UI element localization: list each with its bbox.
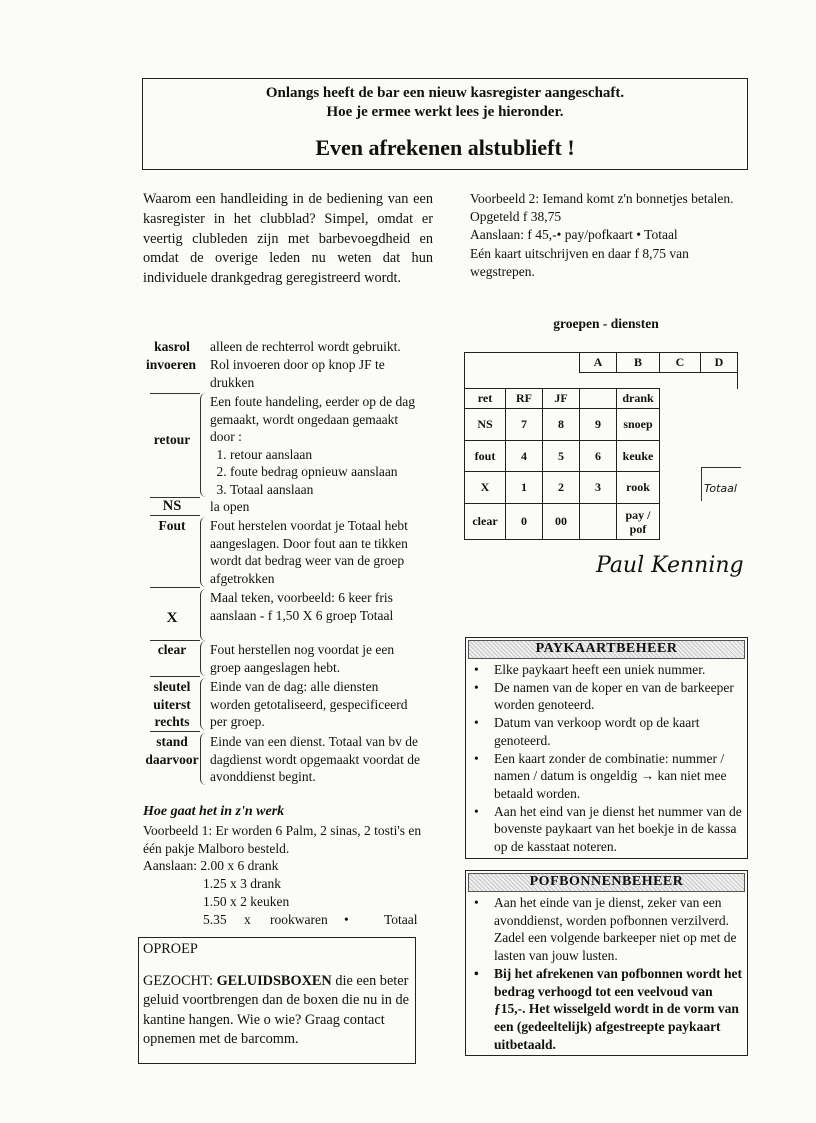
calc-line: 5.35 bbox=[203, 912, 227, 927]
header-line-2: Hoe je ermee werkt lees je hieronder. bbox=[326, 104, 564, 120]
list-item: • Aan het einde van je dienst, zeker van een avonddienst, worden pofbonnen verzilverd. Zadel een volgende barkeeper niet op met de lasten van jouw lusten. bbox=[494, 894, 743, 965]
retour-text: Een foute handeling, eerder op de dag gemaakt, wordt ongedaan gemaakt door : bbox=[210, 394, 416, 444]
signature: Paul Kenning bbox=[596, 553, 744, 578]
term-invoeren: invoeren bbox=[146, 357, 196, 372]
key: clear bbox=[465, 504, 506, 540]
divider bbox=[150, 676, 200, 677]
oproep-title: OPROEP bbox=[143, 941, 198, 957]
groepen-title: groepen - diensten bbox=[553, 316, 659, 331]
header-box bbox=[142, 78, 748, 170]
key-b: B bbox=[617, 353, 660, 373]
term-x: X bbox=[166, 610, 178, 626]
key: 9 bbox=[580, 409, 617, 441]
key: 4 bbox=[506, 441, 543, 472]
oproep-gezocht: GEZOCHT: bbox=[143, 972, 213, 989]
list-item: • Datum van verkoop wordt op de kaart genoteerd. bbox=[494, 714, 743, 749]
header-line-1: Onlangs heeft de bar een nieuw kasregister aangeschaft. bbox=[265, 85, 625, 101]
voorbeeld-2-line-2: Aanslaan: f 45,-• pay/pofkaart • Totaal bbox=[470, 227, 678, 243]
list-item: • Bij het afrekenen van pofbonnen wordt het bedrag verhoogd tot een veelvoud van ƒ15,-. Het wisselgeld wordt in de vorm van een (gedeeltelijk) afgestreepte paykaart uitbetaald. bbox=[494, 965, 743, 1054]
list-item: • Een kaart zonder de combinatie: nummer / namen / datum is ongeldig → kan niet mee betaald worden. bbox=[494, 750, 743, 803]
key: JF bbox=[543, 389, 580, 409]
key: ret bbox=[465, 389, 506, 409]
retour-step: 3. Totaal aanslaan bbox=[230, 481, 420, 499]
register-keyboard bbox=[464, 352, 738, 540]
key: 7 bbox=[506, 409, 543, 441]
key: fout bbox=[465, 441, 506, 472]
oproep-rest: die een beter geluid voortbrengen dan de boxen die nu in de kantine hangen. Wie o wie? Graag contact opnemen met de barcomm. bbox=[143, 972, 410, 1047]
term-kasrol: kasrol bbox=[154, 339, 190, 354]
term-retour: retour bbox=[153, 432, 191, 447]
key-c: C bbox=[660, 353, 701, 373]
key-d: D bbox=[701, 353, 738, 373]
voorbeeld-2 bbox=[470, 190, 742, 281]
paykaart-title: PAYKAARTBEHEER bbox=[468, 640, 745, 659]
oproep-bold: GELUIDSBOXEN bbox=[216, 972, 332, 989]
divider bbox=[150, 515, 200, 516]
divider bbox=[150, 587, 200, 588]
desc-clear: Fout herstellen nog voordat je een groep aangeslagen hebt. bbox=[210, 642, 395, 675]
oproep-box bbox=[138, 937, 416, 1064]
calc-line: Totaal bbox=[384, 912, 418, 927]
desc-stand: Einde van een dienst. Totaal van bv de dagdienst wordt opgemaakt voordat de avonddienst begint. bbox=[210, 734, 420, 784]
key: drank bbox=[617, 389, 660, 409]
calc-line: rookwaren bbox=[270, 912, 328, 927]
voorbeeld-2-line-1: Voorbeeld 2: Iemand komt z'n bonnetjes betalen. Opgeteld f 38,75 bbox=[470, 191, 734, 225]
key: 1 bbox=[506, 472, 543, 504]
key: 8 bbox=[543, 409, 580, 441]
list-item: • De namen van de koper en van de barkeeper worden genoteerd. bbox=[494, 679, 743, 714]
voorbeeld-2-line-3: Eén kaart uitschrijven en daar f 8,75 van wegstrepen. bbox=[470, 245, 689, 279]
desc-kasrol: alleen de rechterrol wordt gebruikt. bbox=[210, 339, 401, 354]
key: 3 bbox=[580, 472, 617, 504]
term-fout: Fout bbox=[158, 518, 186, 533]
key: pay / pof bbox=[617, 504, 660, 540]
calc-line: 1.25 x 3 drank bbox=[203, 876, 281, 891]
key: rook bbox=[617, 472, 660, 504]
desc-invoeren: Rol invoeren door op knop JF te drukken bbox=[210, 357, 385, 390]
key: snoep bbox=[617, 409, 660, 441]
desc-fout: Fout herstelen voordat je Totaal hebt aangeslagen. Door fout aan te tikken wordt dat bedrag weer van de groep afgetrokken bbox=[210, 518, 408, 586]
term-clear: clear bbox=[157, 642, 187, 657]
pofbon-title: POFBONNENBEHEER bbox=[468, 873, 745, 892]
calc-line: 1.50 x 2 keuken bbox=[203, 894, 290, 909]
desc-ns: la open bbox=[210, 499, 250, 514]
key: 00 bbox=[543, 504, 580, 540]
hoe-title: Hoe gaat het in z'n werk bbox=[143, 804, 285, 819]
totaal-note: Totaal bbox=[701, 467, 741, 501]
retour-steps bbox=[210, 446, 420, 499]
term-stand: stand daarvoor bbox=[145, 734, 199, 767]
pofbon-panel bbox=[465, 870, 748, 1056]
brace bbox=[200, 678, 209, 730]
paykaart-panel bbox=[465, 637, 748, 859]
key: RF bbox=[506, 389, 543, 409]
retour-step: 1. retour aanslaan bbox=[230, 446, 420, 464]
key: 0 bbox=[506, 504, 543, 540]
key: 6 bbox=[580, 441, 617, 472]
key: 2 bbox=[543, 472, 580, 504]
calc-line: • bbox=[344, 912, 349, 927]
key: keuke bbox=[617, 441, 660, 472]
intro-paragraph: Waarom een handleiding in de bediening van een kasregister in het clubblad? Simpel, omdat er veertig clubleden zijn met barbevoegdheid en omdat de overige leden nu weten dat hun individuele drankgedrag geregistreerd wordt. bbox=[143, 191, 433, 287]
voorbeeld-1: Voorbeeld 1: Er worden 6 Palm, 2 sinas, 2 tosti's en één pakje Malboro besteld. bbox=[143, 823, 422, 856]
term-ns: NS bbox=[162, 498, 182, 514]
list-item: • Elke paykaart heeft een uniek nummer. bbox=[494, 661, 743, 679]
key: NS bbox=[465, 409, 506, 441]
desc-x: Maal teken, voorbeeld: 6 keer fris aanslaan - f 1,50 X 6 groep Totaal bbox=[210, 590, 394, 623]
key bbox=[580, 504, 617, 540]
key: 5 bbox=[543, 441, 580, 472]
paykaart-list bbox=[466, 661, 747, 858]
term-sleutel: sleutel uiterst rechts bbox=[153, 679, 191, 729]
divider bbox=[150, 731, 200, 732]
calc-line: Aanslaan: 2.00 x 6 drank bbox=[143, 858, 279, 873]
list-item: • Aan het eind van je dienst het nummer van de bovenste paykaart van het boekje in de kassa op de kasstaat noteren. bbox=[494, 803, 743, 856]
desc-sleutel: Einde van de dag: alle diensten worden getotaliseerd, gespecificeerd per groep. bbox=[210, 679, 408, 729]
key-a: A bbox=[580, 353, 617, 373]
divider bbox=[150, 393, 200, 394]
calc-line: x bbox=[244, 912, 251, 927]
desc-retour bbox=[210, 393, 420, 498]
page-title: Even afrekenen alstublieft ! bbox=[315, 135, 575, 160]
pofbon-list bbox=[466, 894, 747, 1055]
oproep-text bbox=[143, 972, 411, 1050]
key bbox=[580, 389, 617, 409]
retour-step: 2. foute bedrag opnieuw aanslaan bbox=[230, 463, 420, 481]
key: X bbox=[465, 472, 506, 504]
